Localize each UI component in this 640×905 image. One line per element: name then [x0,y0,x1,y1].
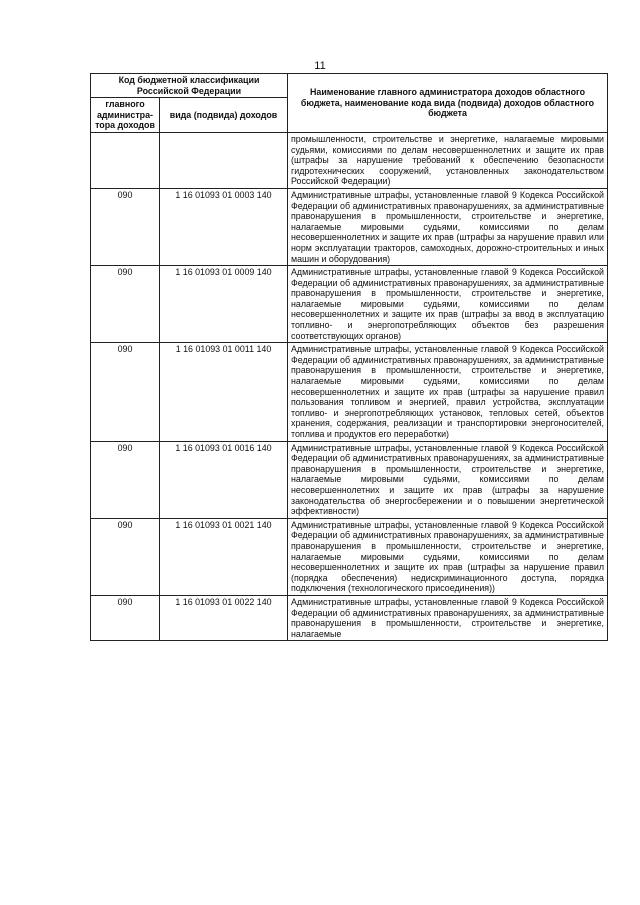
table-row [91,595,608,640]
table-row [91,518,608,595]
header-budget-classification-code: Код бюджетной классификации Российской Федерации [91,74,288,98]
cell-admin-code: 090 [91,518,160,595]
cell-admin-code [91,132,160,188]
table-row [91,266,608,343]
table-row [91,441,608,518]
header-chief-administrator: главного администра-тора доходов [91,98,160,133]
cell-income-code: 1 16 01093 01 0011 140 [160,343,288,441]
cell-income-name: Административные штрафы, установленные главой 9 Кодекса Российской Федерации об административных правонарушениях, за административные правонарушения в промышленности, строительстве и энергетике, налагаемые мировыми судьями, комиссиями по делам несовершеннолетних и защите их прав (штрафы за нарушение правил (порядка обеспечения) недискриминационного доступа, порядка подключения (технологического присоединения)) [288,518,608,595]
header-name: Наименование главного администратора доходов областного бюджета, наименование кода вида (подвида) доходов областного бюджета [288,74,608,133]
cell-income-code: 1 16 01093 01 0022 140 [160,595,288,640]
table-row [91,132,608,188]
table-row [91,188,608,265]
cell-income-name: Административные штрафы, установленные главой 9 Кодекса Российской Федерации об административных правонарушениях, за административные правонарушения в промышленности, строительстве и энергетике, налагаемые мировыми судьями, комиссиями по делам несовершеннолетних и защите их прав (штрафы за нарушение правил или норм эксплуатации тракторов, самоходных, дорожно-строительных и иных машин и оборудования) [288,188,608,265]
cell-income-code: 1 16 01093 01 0021 140 [160,518,288,595]
table-body [91,132,608,640]
budget-classification-table [90,73,608,641]
cell-income-code [160,132,288,188]
cell-income-code: 1 16 01093 01 0016 140 [160,441,288,518]
cell-income-code: 1 16 01093 01 0003 140 [160,188,288,265]
cell-income-code: 1 16 01093 01 0009 140 [160,266,288,343]
cell-income-name: Административные штрафы, установленные главой 9 Кодекса Российской Федерации об административных правонарушениях, за административные правонарушения в промышленности, строительстве и энергетике, налагаемые мировыми судьями, комиссиями по делам несовершеннолетних и защите их прав (штрафы за нарушение правил пользования топливом и энергией, правил устройства, эксплуатации топливо- и энергопотребляющих установок, тепловых сетей, объектов хранения, содержания, реализации и транспортировки энергоносителей, топлива и продуктов его переработки) [288,343,608,441]
cell-admin-code: 090 [91,595,160,640]
cell-admin-code: 090 [91,266,160,343]
cell-admin-code: 090 [91,441,160,518]
cell-income-name: Административные штрафы, установленные главой 9 Кодекса Российской Федерации об административных правонарушениях, за административные правонарушения в промышленности, строительстве и энергетике, налагаемые [288,595,608,640]
header-income-kind: вида (подвида) доходов [160,98,288,133]
cell-admin-code: 090 [91,188,160,265]
cell-income-name: промышленности, строительстве и энергетике, налагаемые мировыми судьями, комиссиями по делам несовершеннолетних и защите их прав (штрафы за нарушение требований к обеспечению безопасности гидротехнических сооружений, установленных законодательством Российской Федерации) [288,132,608,188]
table-header [91,74,608,133]
cell-admin-code: 090 [91,343,160,441]
table-row [91,343,608,441]
page-number: 11 [314,60,326,72]
cell-income-name: Административные штрафы, установленные главой 9 Кодекса Российской Федерации об административных правонарушениях, за административные правонарушения в промышленности, строительстве и энергетике, налагаемые мировыми судьями, комиссиями по делам несовершеннолетних и защите их прав (штрафы за нарушение законодательства об энергосбережении и о повышении энергетической эффективности) [288,441,608,518]
cell-income-name: Административные штрафы, установленные главой 9 Кодекса Российской Федерации об административных правонарушениях, за административные правонарушения в промышленности, строительстве и энергетике, налагаемые мировыми судьями, комиссиями по делам несовершеннолетних и защите их прав (штрафы за ввод в эксплуатацию топливно- и энергопотребляющих объектов без разрешения соответствующих органов) [288,266,608,343]
